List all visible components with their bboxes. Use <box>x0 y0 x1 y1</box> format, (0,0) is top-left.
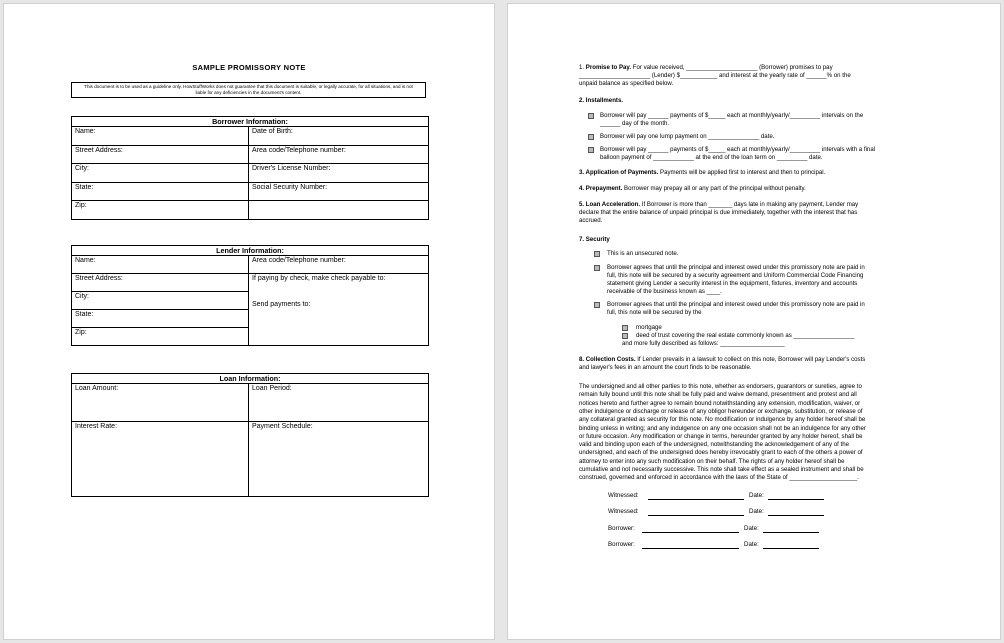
borrower-blank-cell <box>249 201 429 220</box>
security-option-2-line-3: statement giving Lender a security interest in the equipment, fixtures, inventory and accounts <box>607 280 858 287</box>
lender-state-field[interactable]: State: <box>72 310 249 328</box>
section-7-heading: 7. Security <box>579 236 610 243</box>
lender-city-field[interactable]: City: <box>72 292 249 310</box>
terms-line-11: cumulative and not necessarily successive. This note shall take effect as a sealed instrument and shall be <box>579 466 864 473</box>
payment-schedule-field[interactable]: Payment Schedule: <box>249 422 429 497</box>
disclaimer-box: This document is to be used as a guideline only. HowStuffWorks does not guarantee that this document is suitable, or legally accurate, for all situations, and is not liable for any deficiencies in the document's content. <box>71 82 426 98</box>
page-2 <box>507 3 1001 640</box>
borrower-header: Borrower Information: <box>72 117 429 127</box>
security-option-2-line-2: full, this note will be secured by a security agreement and Uniform Commercial Code Financing <box>607 272 864 279</box>
terms-line-1: The undersigned and all other parties to this note, whether as endorsers, guarantors or sureties, agree to <box>579 383 862 390</box>
installment-option-3-line-2: balloon payment of ____________ at the end of the loan term on _________ date. <box>600 154 823 161</box>
terms-line-6: binding unless in writing; and any indulgence on any one occasion shall not be an indulgence for any other <box>579 424 866 432</box>
deed-of-trust-option: deed of trust covering the real estate commonly known as __________________ <box>636 332 855 339</box>
section-4: 4. Prepayment. Borrower may prepay all or any part of the principal without penalty. <box>579 185 806 192</box>
section-5: 5. Loan Acceleration. If Borrower is more than _______ days late in making any payment, Lender may <box>579 201 859 208</box>
borrower-1-signature-line[interactable] <box>642 532 739 533</box>
borrower-phone-field[interactable]: Area code/Telephone number: <box>249 145 429 164</box>
borrower-2-date-line[interactable] <box>763 548 819 549</box>
section-1-line-2: _____________________ (Lender) $___________ and interest at the yearly rate of ______% on the <box>579 72 851 79</box>
witness-2-date-label: Date: <box>749 508 764 515</box>
loan-information-table <box>71 373 429 497</box>
installment-option-1-line-2: ______ day of the month. <box>600 120 670 127</box>
security-option-3: Borrower agrees that until the principal and interest owed under this promissory note are paid in <box>607 301 865 308</box>
borrower-street-field[interactable]: Street Address: <box>72 145 249 164</box>
interest-rate-field[interactable]: Interest Rate: <box>72 422 249 497</box>
terms-line-12: construed, governed and enforced in accordance with the laws of the State of ____________________. <box>579 474 859 482</box>
section-1: 1. Promise to Pay. For value received, _____________________ (Borrower) promises to pay <box>579 64 833 71</box>
terms-line-10: attorney to enter into any such modification on their behalf. The rights of any holder hereof shall be <box>579 457 845 465</box>
security-option-1: This is an unsecured note. <box>607 250 679 257</box>
terms-line-9: undersigned, and each of the undersigned does hereby irrevocably grant to each of the others a power of <box>579 449 863 457</box>
mortgage-checkbox[interactable] <box>622 325 628 331</box>
security-option-3-line-2: full, this note will be secured by the <box>607 309 702 316</box>
borrower-1-date-line[interactable] <box>763 532 819 533</box>
lender-name-field[interactable]: Name: <box>72 256 249 274</box>
section-5-line-3: accrued. <box>579 217 603 224</box>
witness-1-label: Witnessed: <box>608 492 639 499</box>
witness-1-date-label: Date: <box>749 492 764 499</box>
terms-line-5: any collateral granted as security for this note. No modification or indulgence by any holder hereof shall be <box>579 416 866 424</box>
security-option-2-line-4: receivable of the business known as ____. <box>607 288 722 295</box>
mortgage-option: mortgage <box>636 324 662 331</box>
loan-period-field[interactable]: Loan Period: <box>249 384 429 422</box>
installment-option-2-checkbox[interactable] <box>588 134 594 140</box>
deed-of-trust-line-2: and more fully described as follows: ___________________ <box>622 340 785 347</box>
installment-option-2: Borrower will pay one lump payment on _______________ date. <box>600 133 775 140</box>
lender-zip-field[interactable]: Zip: <box>72 328 249 346</box>
witness-2-date-line[interactable] <box>768 515 824 516</box>
witness-2-signature-line[interactable] <box>648 515 744 516</box>
borrower-2-date-label: Date: <box>744 541 759 548</box>
section-3: 3. Application of Payments. Payments will be applied first to interest and then to principal. <box>579 169 826 176</box>
security-option-2-checkbox[interactable] <box>594 265 600 271</box>
borrower-2-signature-line[interactable] <box>642 548 739 549</box>
terms-line-8: valid and binding upon each of the undersigned, notwithstanding the acknowledgement of any of the <box>579 441 850 449</box>
deed-of-trust-checkbox[interactable] <box>622 333 628 339</box>
borrower-dob-field[interactable]: Date of Birth: <box>249 127 429 146</box>
lender-street-field[interactable]: Street Address: <box>72 274 249 292</box>
borrower-state-field[interactable]: State: <box>72 182 249 201</box>
borrower-1-label: Borrower: <box>608 525 635 532</box>
borrower-zip-field[interactable]: Zip: <box>72 201 249 220</box>
installment-option-3: Borrower will pay ______ payments of $_____ each at monthly/yearly/_________ intervals with a final <box>600 146 876 153</box>
section-1-line-3: unpaid balance as specified below. <box>579 80 674 87</box>
section-8-line-2: and lawyer's fees in an amount the court finds to be reasonable. <box>579 364 752 371</box>
security-option-1-checkbox[interactable] <box>594 251 600 257</box>
witness-2-label: Witnessed: <box>608 508 639 515</box>
section-8: 8. Collection Costs. If Lender prevails in a lawsuit to collect on this note, Borrower will pay Lender's costs <box>579 356 866 363</box>
lender-information-table <box>71 245 429 346</box>
witness-1-signature-line[interactable] <box>648 499 744 500</box>
installment-option-1-checkbox[interactable] <box>588 113 594 119</box>
terms-line-2: remain fully bound until this note shall be fully paid and waive demand, presentment and protest and all <box>579 391 857 399</box>
lender-phone-field[interactable]: Area code/Telephone number: <box>249 256 429 274</box>
section-5-line-2: declare that the entire balance of unpaid principal is due immediately, together with the interest that has <box>579 209 858 216</box>
installment-option-1: Borrower will pay ______ payments of $_____ each at monthly/yearly/_________ intervals on the <box>600 112 864 119</box>
borrower-information-table <box>71 116 429 220</box>
terms-line-7: or future occasion. Any modification or change in terms, hereunder granted by any holder hereof, shall be <box>579 432 863 440</box>
borrower-name-field[interactable]: Name: <box>72 127 249 146</box>
security-option-3-checkbox[interactable] <box>594 302 600 308</box>
borrower-license-field[interactable]: Driver's License Number: <box>249 164 429 183</box>
borrower-2-label: Borrower: <box>608 541 635 548</box>
page-1 <box>3 3 495 640</box>
borrower-city-field[interactable]: City: <box>72 164 249 183</box>
lender-check-label: If paying by check, make check payable to: <box>252 275 386 282</box>
loan-amount-field[interactable]: Loan Amount: <box>72 384 249 422</box>
document-title: SAMPLE PROMISSORY NOTE <box>192 63 306 72</box>
lender-send-label: Send payments to: <box>252 301 311 308</box>
witness-1-date-line[interactable] <box>768 499 824 500</box>
security-option-2: Borrower agrees that until the principal and interest owed under this promissory note are paid in <box>607 264 865 271</box>
loan-header: Loan Information: <box>72 374 429 384</box>
section-2-heading: 2. Installments. <box>579 97 624 104</box>
terms-line-4: other indulgence or discharge or release of any obligor hereunder or exchange, substitution, or release of <box>579 407 863 415</box>
terms-line-3: notices hereto and further agree to remain bound notwithstanding any extension, modification, waiver, or <box>579 399 861 407</box>
installment-option-3-checkbox[interactable] <box>588 147 594 153</box>
borrower-ssn-field[interactable]: Social Security Number: <box>249 182 429 201</box>
borrower-1-date-label: Date: <box>744 525 759 532</box>
lender-payment-cell[interactable] <box>249 274 429 346</box>
lender-header: Lender Information: <box>72 246 429 256</box>
